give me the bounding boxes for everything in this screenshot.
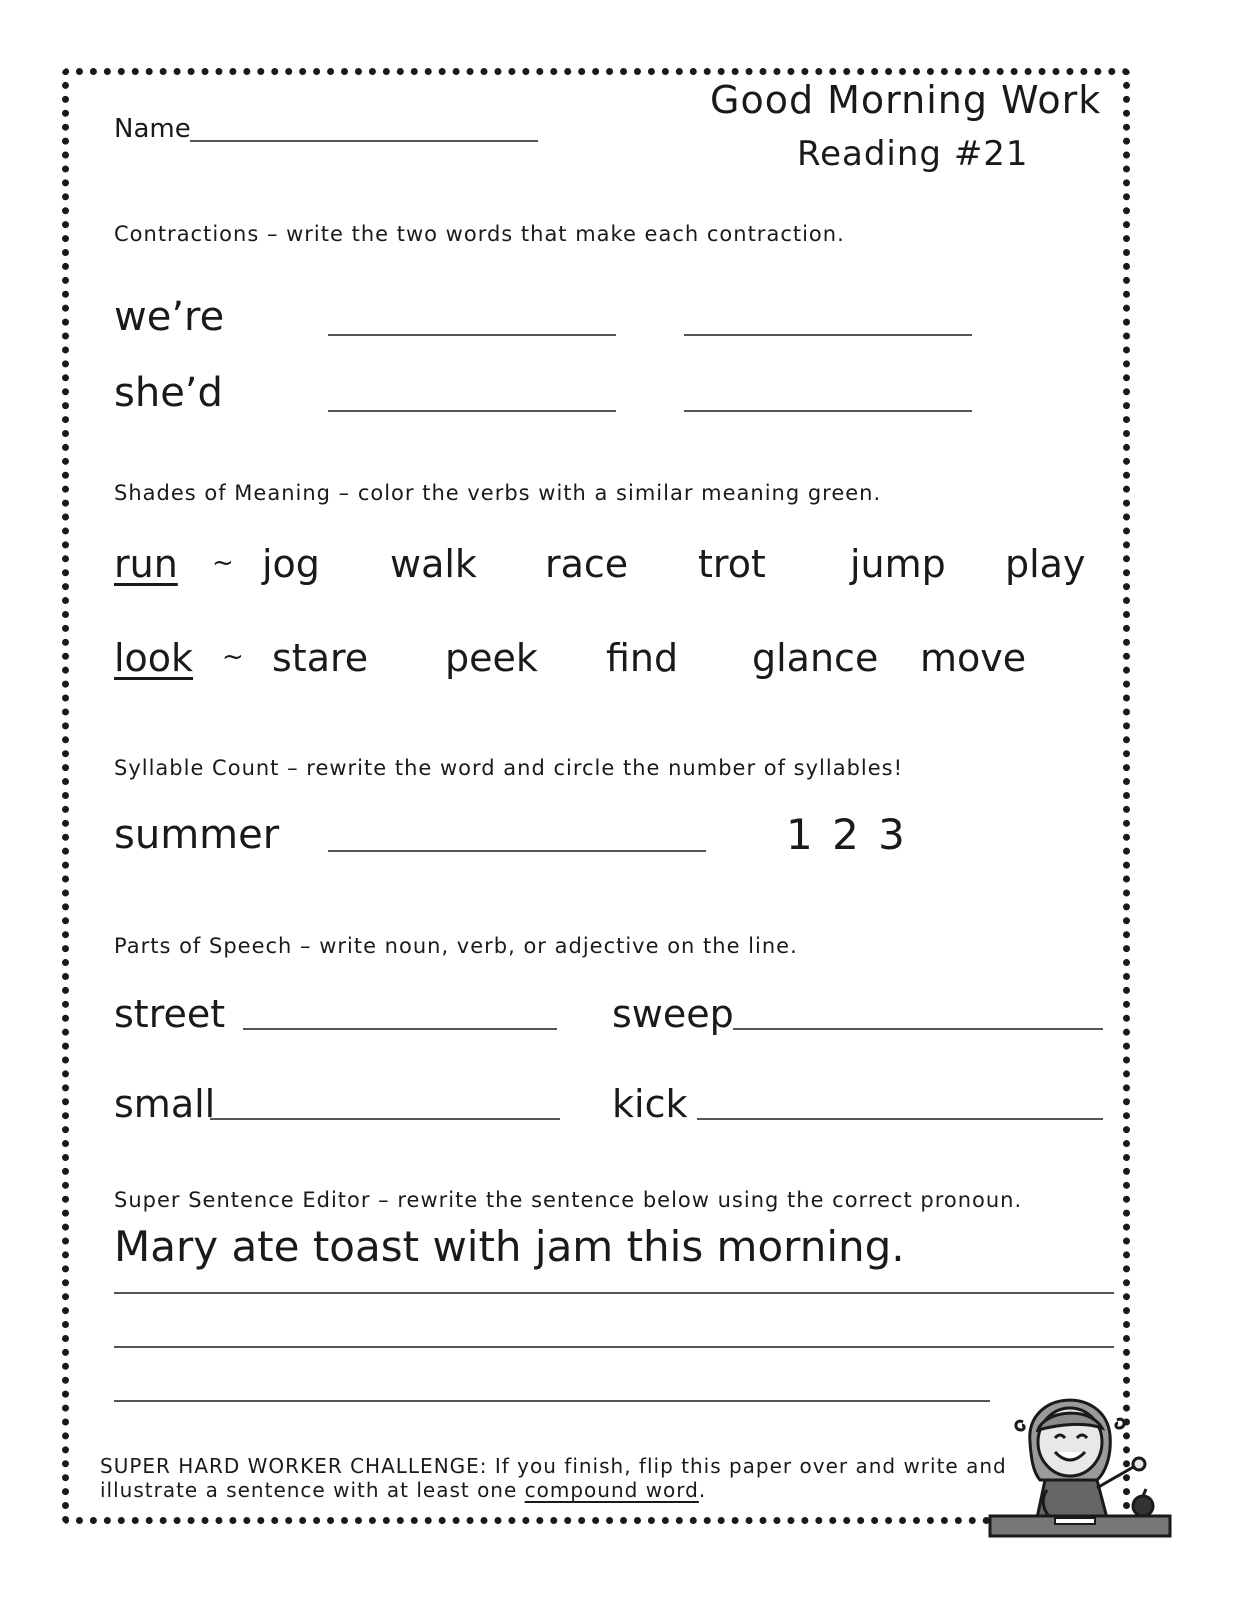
contractions-instruction: Contractions – write the two words that make each contraction.: [114, 222, 845, 246]
verb-word[interactable]: peek: [445, 636, 538, 680]
verb-word[interactable]: jog: [262, 542, 320, 586]
syllable-choices[interactable]: 1 2 3: [786, 810, 905, 859]
editor-sentence: Mary ate toast with jam this morning.: [114, 1222, 905, 1271]
page-title: Good Morning Work: [710, 78, 1102, 122]
answer-line[interactable]: [210, 1118, 560, 1120]
girl-at-desk-illustration: [985, 1380, 1185, 1540]
answer-line[interactable]: [328, 334, 616, 336]
compound-word-term: compound word: [524, 1478, 699, 1502]
contraction-word-1: we’re: [114, 294, 225, 340]
answer-line[interactable]: [328, 410, 616, 412]
pos-word: street: [114, 992, 226, 1036]
pos-word: sweep: [612, 992, 734, 1036]
verb-word[interactable]: race: [545, 542, 629, 586]
answer-line[interactable]: [684, 410, 972, 412]
syllable-word: summer: [114, 812, 280, 858]
answer-line[interactable]: [684, 334, 972, 336]
challenge-line-1: SUPER HARD WORKER CHALLENGE: If you finish, flip this paper over and write and: [100, 1454, 1007, 1478]
answer-line[interactable]: [328, 850, 706, 852]
contraction-word-2: she’d: [114, 370, 223, 416]
verb-word[interactable]: glance: [752, 636, 879, 680]
verb-word[interactable]: trot: [698, 542, 766, 586]
pos-word: kick: [612, 1082, 688, 1126]
verb-word[interactable]: stare: [272, 636, 369, 680]
name-line[interactable]: [190, 140, 538, 142]
answer-line[interactable]: [733, 1028, 1103, 1030]
dotted-border: [62, 68, 1130, 1524]
writing-line[interactable]: [114, 1346, 1114, 1348]
writing-line[interactable]: [114, 1292, 1114, 1294]
shades-key-word: run: [114, 542, 178, 586]
syllables-instruction: Syllable Count – rewrite the word and circle the number of syllables!: [114, 756, 904, 780]
answer-line[interactable]: [243, 1028, 557, 1030]
writing-line[interactable]: [114, 1400, 990, 1402]
verb-word[interactable]: walk: [390, 542, 477, 586]
answer-line[interactable]: [697, 1118, 1103, 1120]
tilde-separator: ~: [222, 642, 244, 672]
verb-word[interactable]: play: [1005, 542, 1086, 586]
challenge-text: [100, 1454, 1007, 1502]
page-subtitle: Reading #21: [797, 134, 1029, 174]
editor-instruction: Super Sentence Editor – rewrite the sentence below using the correct pronoun.: [114, 1188, 1023, 1212]
challenge-line-2: illustrate a sentence with at least one compound word.: [100, 1478, 707, 1502]
shades-key-word: look: [114, 636, 194, 680]
tilde-separator: ~: [212, 548, 234, 578]
pos-word: small: [114, 1082, 216, 1126]
parts-instruction: Parts of Speech – write noun, verb, or adjective on the line.: [114, 934, 798, 958]
verb-word[interactable]: jump: [850, 542, 946, 586]
shades-instruction: Shades of Meaning – color the verbs with a similar meaning green.: [114, 481, 882, 505]
verb-word[interactable]: find: [606, 636, 679, 680]
name-label: Name: [114, 114, 191, 144]
verb-word[interactable]: move: [920, 636, 1027, 680]
